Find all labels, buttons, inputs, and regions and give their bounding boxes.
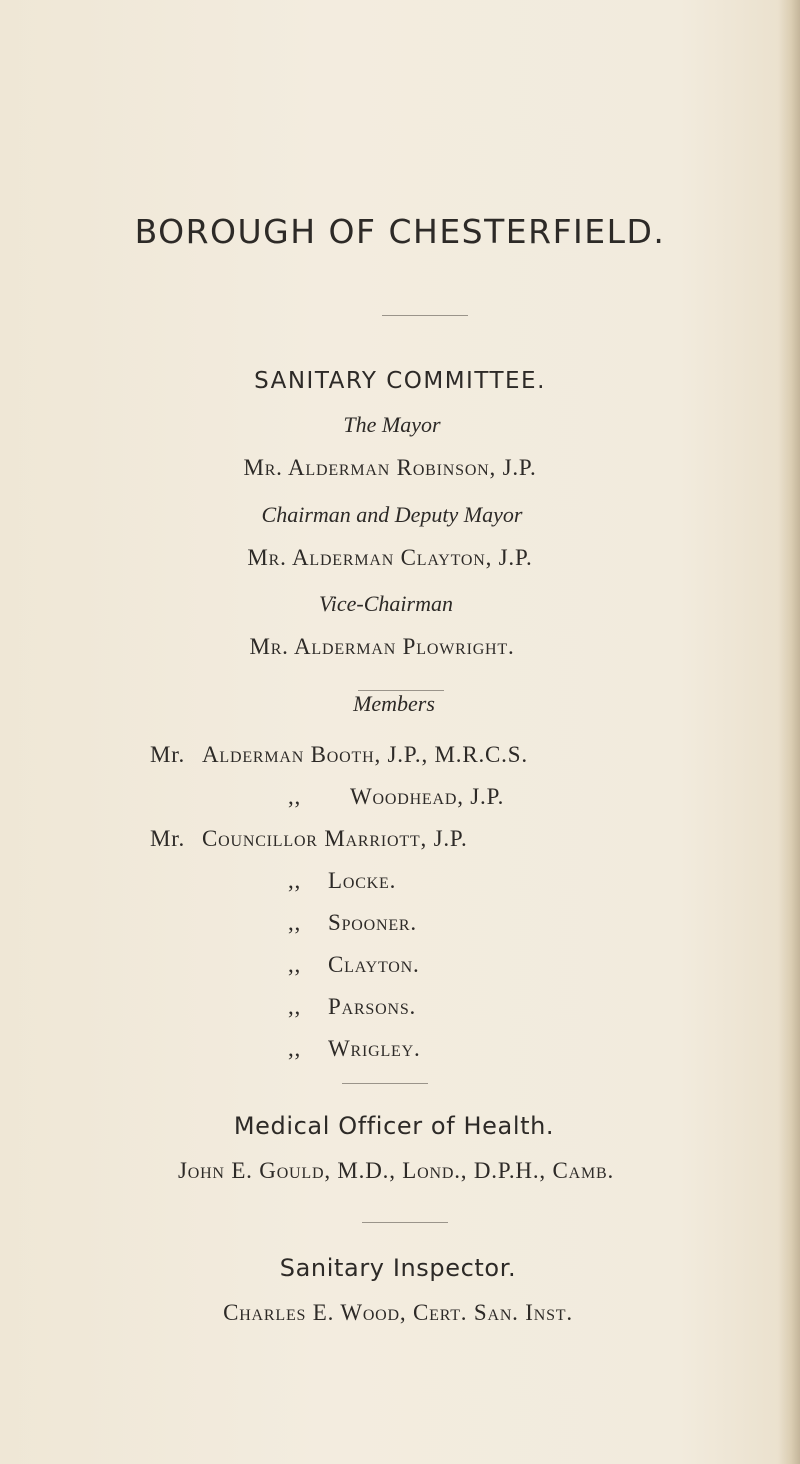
officer-role-chairman: Chairman and Deputy Mayor (261, 502, 523, 527)
ditto-mark: ,, (288, 784, 302, 809)
medical-officer-heading: Medical Officer of Health. (233, 1112, 555, 1140)
officer-role-vice-chairman: Vice-Chairman (318, 591, 453, 616)
member-name: Woodhead, J.P. (350, 784, 505, 809)
divider-4 (362, 1222, 448, 1223)
officer-name-mayor: Mr. Alderman Robinson, J.P. (243, 455, 537, 480)
ditto-mark: ,, (288, 994, 302, 1019)
member-prefix: Mr. (150, 826, 185, 851)
ditto-mark: ,, (288, 910, 302, 935)
ditto-mark: ,, (288, 1036, 302, 1061)
officer-role-mayor: The Mayor (343, 412, 441, 437)
officer-name-vice-chairman: Mr. Alderman Plowright. (249, 634, 515, 659)
member-name: Councillor Marriott, J.P. (202, 826, 468, 851)
divider-1 (382, 315, 468, 316)
ditto-mark: ,, (288, 868, 302, 893)
member-name: Parsons. (328, 994, 417, 1019)
member-name: Clayton. (328, 952, 420, 977)
document-title: BOROUGH OF CHESTERFIELD. (134, 212, 666, 251)
committee-heading: SANITARY COMMITTEE. (254, 368, 546, 394)
sanitary-inspector-heading: Sanitary Inspector. (279, 1254, 517, 1282)
medical-officer-name: John E. Gould, M.D., Lond., D.P.H., Camb. (177, 1158, 615, 1183)
member-name: Alderman Booth, J.P., M.R.C.S. (202, 742, 528, 767)
members-heading: Members (353, 691, 435, 716)
member-prefix: Mr. (150, 742, 185, 767)
member-name: Locke. (328, 868, 397, 893)
member-name: Spooner. (328, 910, 417, 935)
member-name: Wrigley. (328, 1036, 421, 1061)
divider-3 (342, 1083, 428, 1084)
officer-name-chairman: Mr. Alderman Clayton, J.P. (247, 545, 533, 570)
sanitary-inspector-name: Charles E. Wood, Cert. San. Inst. (223, 1300, 573, 1325)
ditto-mark: ,, (288, 952, 302, 977)
